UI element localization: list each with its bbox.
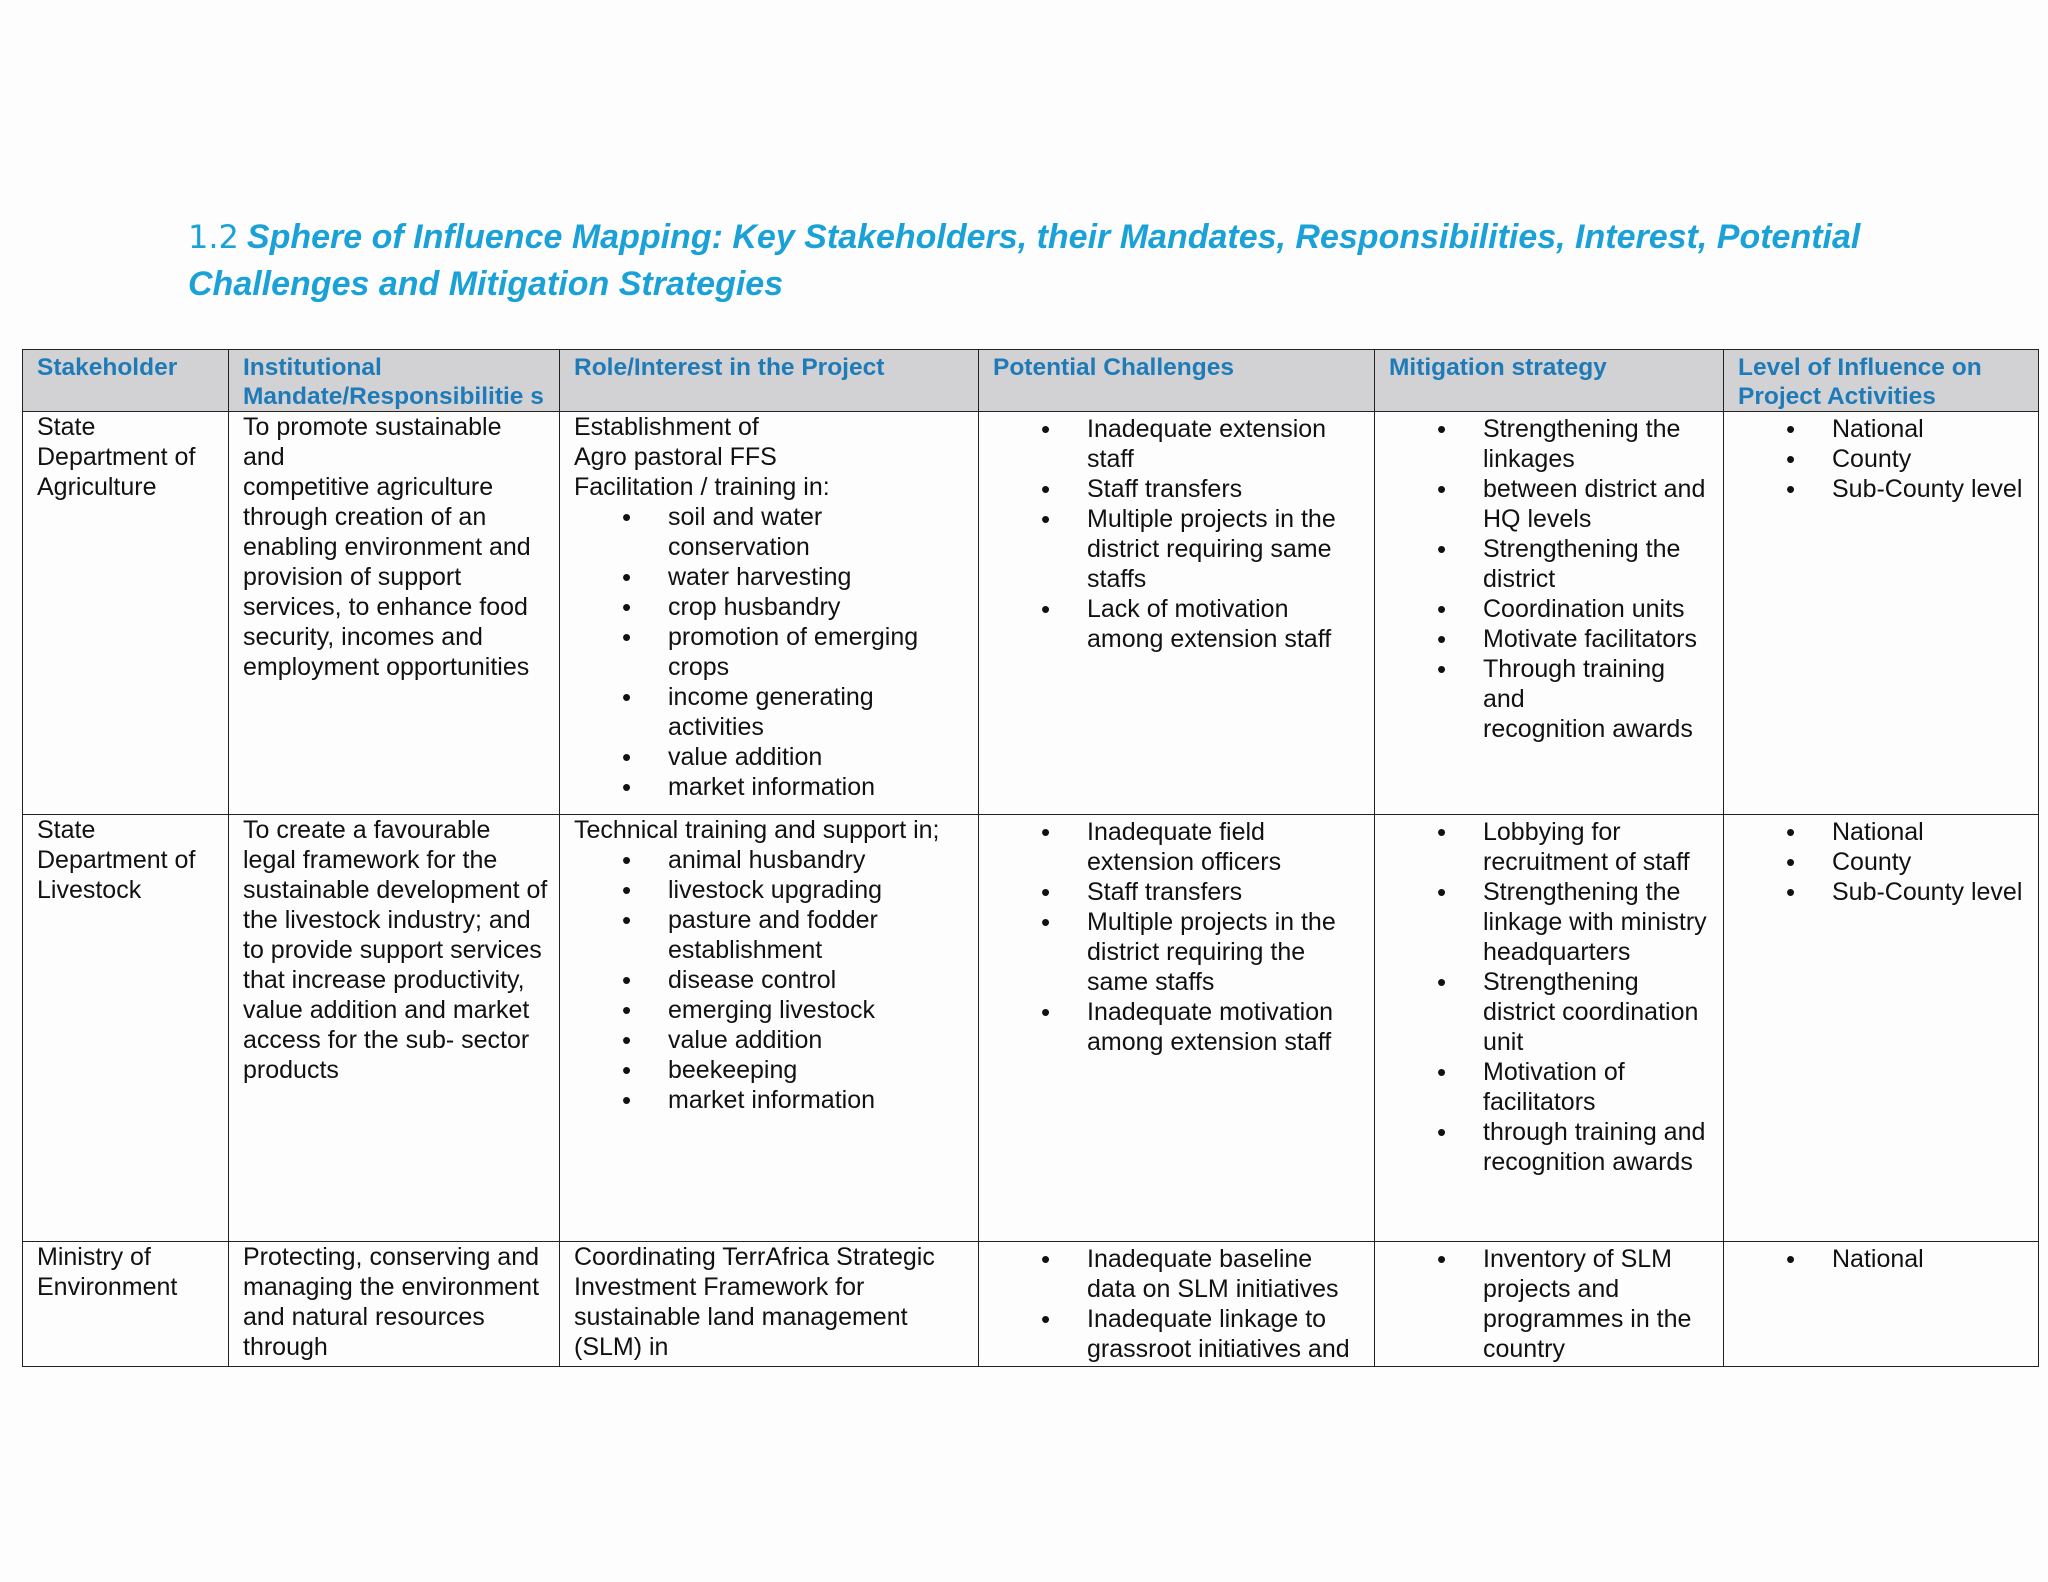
- level-cell: [1724, 1242, 2039, 1367]
- list-item: • soil and water conservation: [668, 502, 968, 562]
- list-item: • Strengthening the linkage with ministry headquarters: [1483, 877, 1713, 967]
- challenges-cell: [979, 412, 1375, 815]
- level-list: [1832, 817, 2028, 907]
- list-item: • Inadequate baseline data on SLM initiatives: [1087, 1244, 1364, 1304]
- header-challenges: Potential Challenges: [979, 350, 1375, 412]
- table-row: [23, 412, 2039, 815]
- challenges-list: [1087, 414, 1364, 654]
- list-item: • value addition: [668, 742, 968, 772]
- stakeholder-name: State Department of Agriculture: [37, 413, 196, 501]
- list-item: • through training and recognition awards: [1483, 1117, 1713, 1177]
- list-item: • market information: [668, 1085, 968, 1115]
- header-role: Role/Interest in the Project: [560, 350, 979, 412]
- list-item: • County: [1832, 444, 2028, 474]
- list-item: • market information: [668, 772, 968, 802]
- list-item: • Strengthening the district: [1483, 534, 1713, 594]
- list-item: • promotion of emerging crops: [668, 622, 968, 682]
- role-items-list: [668, 502, 968, 802]
- table-row: [23, 815, 2039, 1242]
- mitigation-list: [1483, 1244, 1713, 1364]
- list-item: • Sub-County level: [1832, 877, 2028, 907]
- list-item: • Motivation of facilitators: [1483, 1057, 1713, 1117]
- list-item: • Inadequate field extension officers: [1087, 817, 1364, 877]
- list-item: • beekeeping: [668, 1055, 968, 1085]
- list-item: • animal husbandry: [668, 845, 968, 875]
- role-intro: Establishment of Agro pastoral FFS Facilitation / training in:: [574, 413, 830, 501]
- list-item: • Strengthening the linkages: [1483, 414, 1713, 474]
- mandate-text: Protecting, conserving and managing the environment and natural resources through: [243, 1243, 540, 1361]
- header-mitigation: Mitigation strategy: [1375, 350, 1724, 412]
- challenges-cell: [979, 815, 1375, 1242]
- list-item: • water harvesting: [668, 562, 968, 592]
- role-cell: [560, 412, 979, 815]
- stakeholder-name: State Department of Livestock: [37, 816, 196, 904]
- stakeholder-table: [22, 349, 2039, 1367]
- list-item: • income generating activities: [668, 682, 968, 742]
- role-items-list: [668, 845, 968, 1115]
- mitigation-cell: [1375, 412, 1724, 815]
- list-item: • Motivate facilitators: [1483, 624, 1713, 654]
- stakeholder-name: Ministry of Environment: [37, 1243, 178, 1301]
- list-item: • Staff transfers: [1087, 877, 1364, 907]
- mandate-cell: [229, 1242, 560, 1367]
- list-item: • Inadequate motivation among extension staff: [1087, 997, 1364, 1057]
- role-intro: Coordinating TerrAfrica Strategic Investment Framework for sustainable land management (SLM) in: [574, 1243, 935, 1361]
- table-row: [23, 1242, 2039, 1367]
- stakeholder-cell: [23, 412, 229, 815]
- stakeholder-cell: [23, 1242, 229, 1367]
- section-title: Sphere of Influence Mapping: Key Stakeholders, their Mandates, Responsibilities, Interest, Potential Challenges and Mitigation Strategies: [188, 218, 1861, 303]
- level-cell: [1724, 815, 2039, 1242]
- list-item: • Sub-County level: [1832, 474, 2028, 504]
- list-item: • Multiple projects in the district requiring the same staffs: [1087, 907, 1364, 997]
- role-intro: Technical training and support in;: [574, 816, 940, 844]
- mandate-text: To promote sustainable and competitive agriculture through creation of an enabling environment and provision of support services, to enhance food security, incomes and employment opportunities: [243, 413, 531, 681]
- mandate-text: To create a favourable legal framework for the sustainable development of the livestock industry; and to provide support services that increase productivity, value addition and market access for the sub- sector products: [243, 816, 548, 1084]
- list-item: • crop husbandry: [668, 592, 968, 622]
- list-item: • Lobbying for recruitment of staff: [1483, 817, 1713, 877]
- list-item: • Inadequate linkage to grassroot initiatives and: [1087, 1304, 1364, 1364]
- role-cell: [560, 815, 979, 1242]
- list-item: • Staff transfers: [1087, 474, 1364, 504]
- challenges-list: [1087, 1244, 1364, 1364]
- list-item: • Through training and recognition awards: [1483, 654, 1713, 744]
- role-cell: [560, 1242, 979, 1367]
- level-list: [1832, 1244, 2028, 1274]
- section-heading: [188, 214, 1888, 308]
- list-item: • Coordination units: [1483, 594, 1713, 624]
- mitigation-cell: [1375, 815, 1724, 1242]
- stakeholder-cell: [23, 815, 229, 1242]
- list-item: • pasture and fodder establishment: [668, 905, 968, 965]
- list-item: • disease control: [668, 965, 968, 995]
- challenges-list: [1087, 817, 1364, 1057]
- mitigation-list: [1483, 414, 1713, 744]
- mitigation-list: [1483, 817, 1713, 1177]
- list-item: • National: [1832, 414, 2028, 444]
- list-item: • Multiple projects in the district requiring same staffs: [1087, 504, 1364, 594]
- list-item: • National: [1832, 1244, 2028, 1274]
- list-item: • livestock upgrading: [668, 875, 968, 905]
- list-item: • Inventory of SLM projects and programmes in the country: [1483, 1244, 1713, 1364]
- header-stakeholder: Stakeholder: [23, 350, 229, 412]
- list-item: • value addition: [668, 1025, 968, 1055]
- header-mandate: Institutional Mandate/Responsibilitie s: [229, 350, 560, 412]
- level-list: [1832, 414, 2028, 504]
- header-level: Level of Influence on Project Activities: [1724, 350, 2039, 412]
- level-cell: [1724, 412, 2039, 815]
- challenges-cell: [979, 1242, 1375, 1367]
- list-item: • emerging livestock: [668, 995, 968, 1025]
- list-item: • National: [1832, 817, 2028, 847]
- list-item: • Lack of motivation among extension staff: [1087, 594, 1364, 654]
- section-number: 1.2: [188, 218, 239, 256]
- table-header-row: [23, 350, 2039, 412]
- list-item: • Inadequate extension staff: [1087, 414, 1364, 474]
- list-item: • between district and HQ levels: [1483, 474, 1713, 534]
- mandate-cell: [229, 815, 560, 1242]
- list-item: • Strengthening district coordination unit: [1483, 967, 1713, 1057]
- mitigation-cell: [1375, 1242, 1724, 1367]
- list-item: • County: [1832, 847, 2028, 877]
- mandate-cell: [229, 412, 560, 815]
